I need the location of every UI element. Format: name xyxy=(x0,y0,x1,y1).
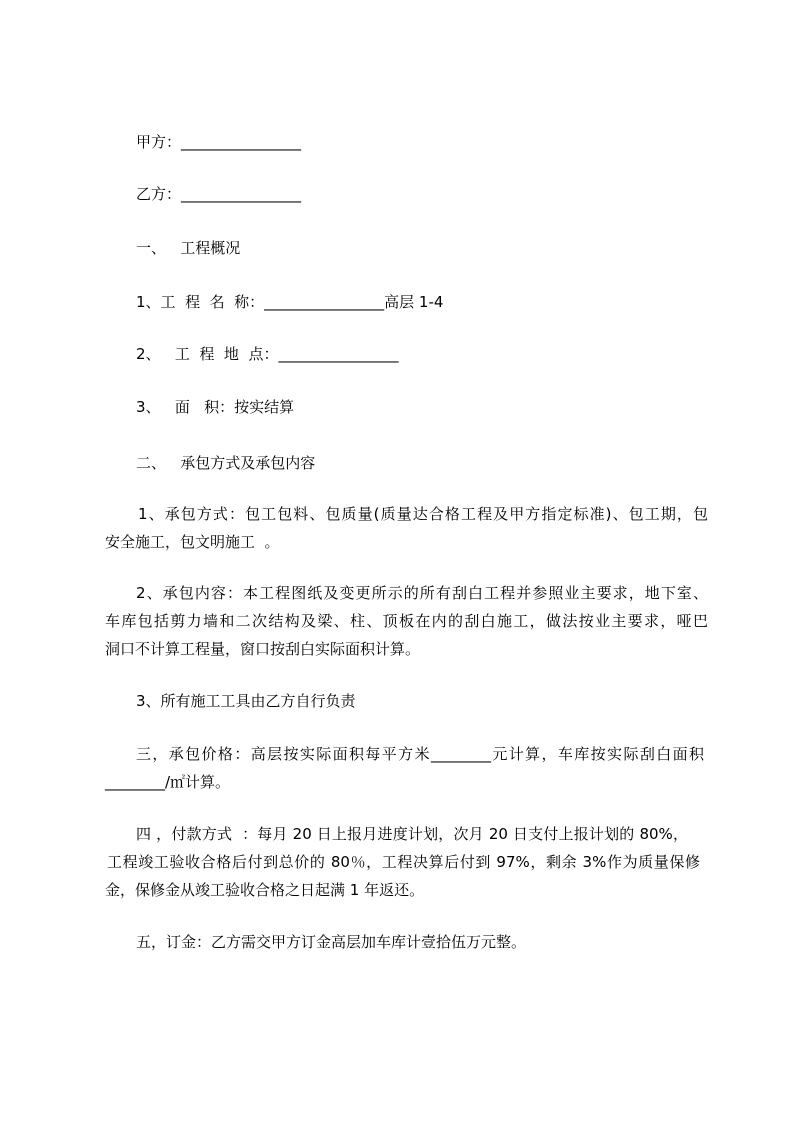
contract-scope-line-3: 洞口不计算工程量，窗口按刮白实际面积计算。 xyxy=(105,640,421,658)
contract-method-line-1: 1、承包方式：包工包料、包质量(质量达合格工程及甲方指定标准)、包工期，包 xyxy=(138,505,708,523)
party-a-line: 甲方：________________ xyxy=(136,133,302,151)
section-1-heading: 一、 工程概况 xyxy=(136,239,241,257)
price-line-2: ________/㎡计算。 xyxy=(105,773,231,791)
area-line: 3、 面 积：按实结算 xyxy=(136,398,295,416)
contract-scope-line-1: 2、承包内容：本工程图纸及变更所示的所有刮白工程并参照业主要求，地下室、 xyxy=(136,584,708,602)
contract-method-line-2: 安全施工，包文明施工 。 xyxy=(105,533,280,551)
tools-line: 3、所有施工工具由乙方自行负责 xyxy=(136,692,356,710)
contract-scope-line-2: 车库包括剪力墙和二次结构及梁、柱、顶板在内的刮白施工，做法按业主要求，哑巴 xyxy=(105,612,708,630)
section-2-heading: 二、 承包方式及承包内容 xyxy=(136,454,316,472)
payment-line-3: 金，保修金从竣工验收合格之日起满 1 年返还。 xyxy=(105,881,425,899)
payment-line-1: 四 ，付款方式 ：每月 20 日上报月进度计划，次月 20 日支付上报计划的 80%， xyxy=(136,825,688,843)
price-line-1: 三，承包价格：高层按实际面积每平方米________元计算，车库按实际刮白面积 xyxy=(136,745,704,763)
payment-line-2: 工程竣工验收合格后付到总价的 80％，工程决算后付到 97%，剩余 3%作为质量保修 xyxy=(107,853,700,871)
party-b-line: 乙方：________________ xyxy=(136,185,302,203)
project-name-line: 1、工 程 名 称：________________高层 1-4 xyxy=(136,293,444,311)
project-location-line: 2、 工 程 地 点：________________ xyxy=(136,345,399,363)
deposit-line: 五，订金：乙方需交甲方订金高层加车库计壹拾伍万元整。 xyxy=(136,933,527,951)
